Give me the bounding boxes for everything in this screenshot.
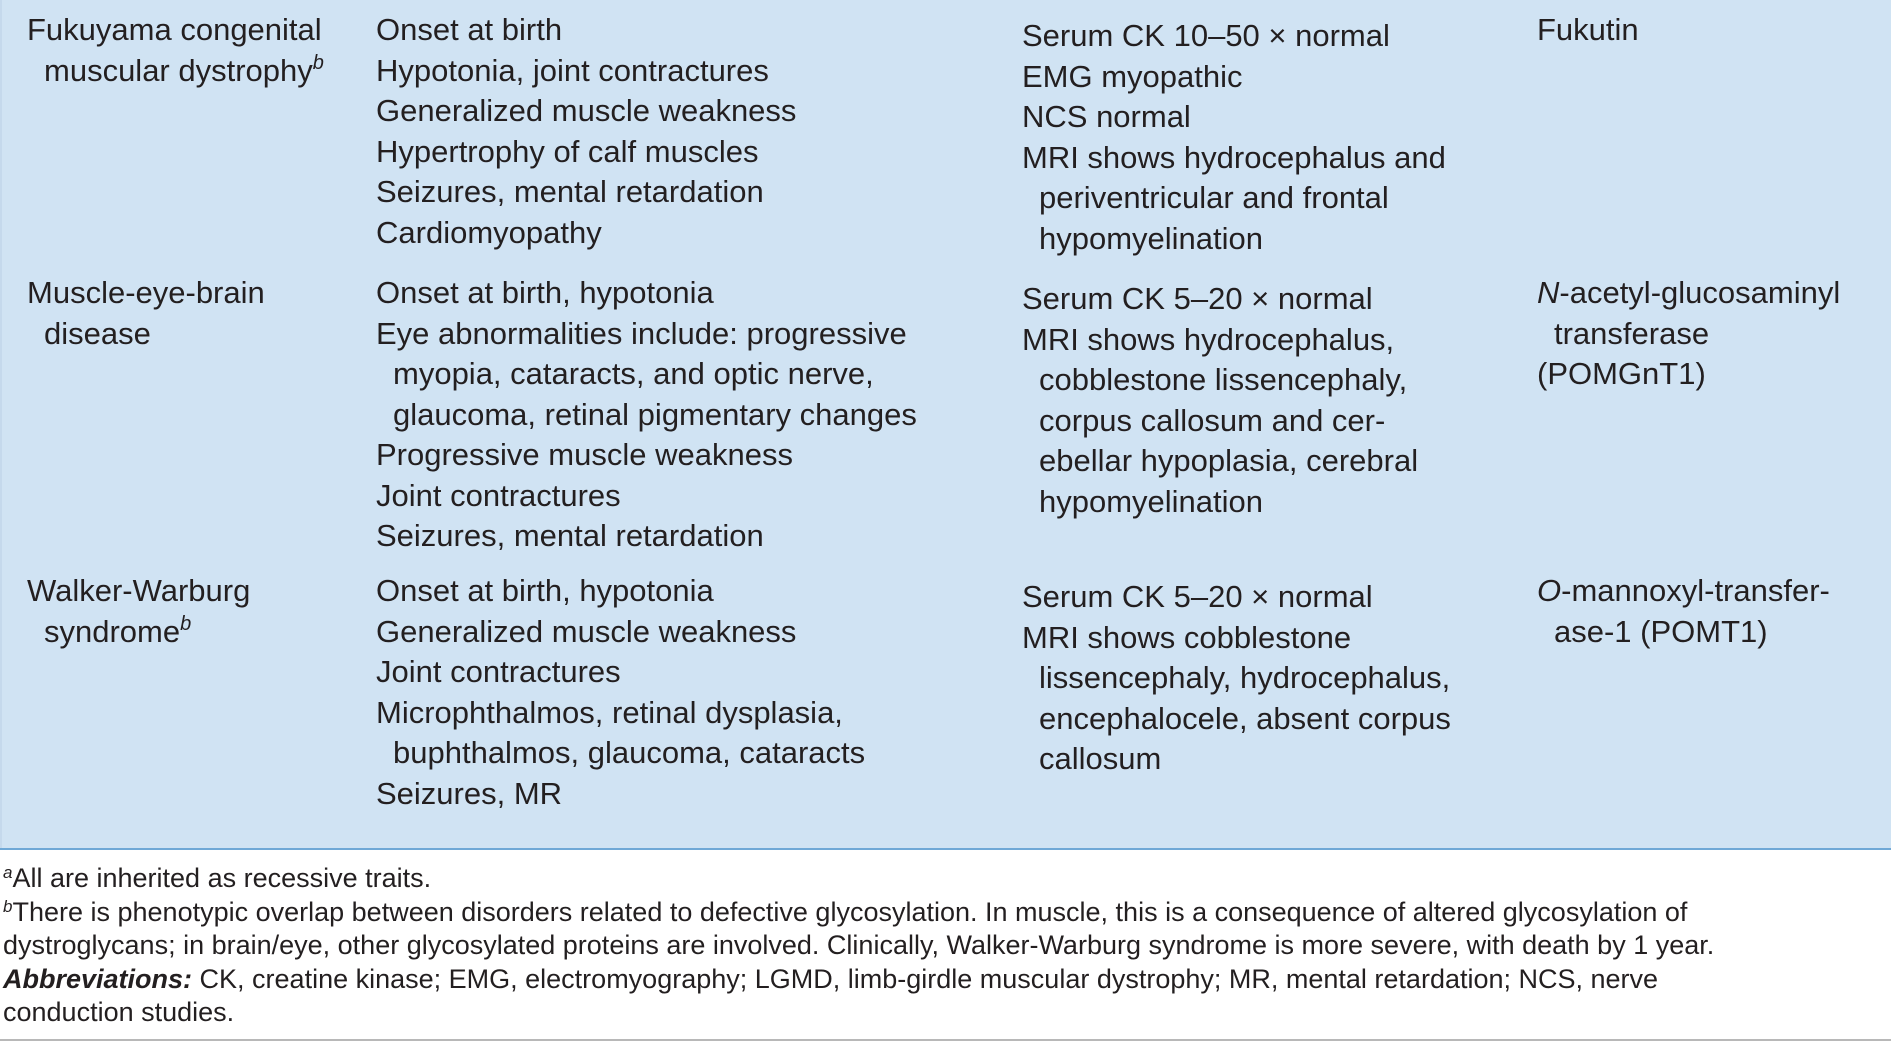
clinical-features-cell: [376, 273, 1016, 557]
abbreviations: Abbreviations: CK, creatine kinase; EMG, electromyography; LGMD, limb-girdle muscular dystrophy; MR, mental retardation; NCS, nerve: [3, 963, 1659, 994]
clinical-line: Microphthalmos, retinal dysplasia,: [376, 694, 843, 730]
gene-line: (POMGnT1): [1537, 356, 1706, 391]
lab-line: MRI shows hydrocephalus,: [1022, 321, 1395, 357]
clinical-line: Onset at birth, hypotonia: [376, 573, 714, 608]
clinical-line: Onset at birth, hypotonia: [376, 275, 714, 310]
clinical-line: myopia, cataracts, and optic nerve,: [393, 356, 874, 391]
lab-line: cobblestone lissencephaly,: [1039, 362, 1408, 397]
table-bottom-rule: [0, 848, 1891, 850]
clinical-line: Hypotonia, joint contractures: [376, 52, 769, 88]
clinical-features-cell: [376, 10, 1016, 253]
lab-line: Serum CK 10–50 × normal: [1022, 18, 1390, 53]
clinical-line: Cardiomyopathy: [376, 214, 602, 250]
lab-line: hypomyelination: [1039, 483, 1264, 519]
lab-line: EMG myopathic: [1022, 58, 1243, 94]
clinical-line: glaucoma, retinal pigmentary changes: [393, 396, 917, 432]
clinical-line: Eye abnormalities include: progressive: [376, 315, 907, 351]
gene-line: transferase: [1554, 315, 1710, 351]
footnote-marker: b: [180, 612, 192, 635]
footnote-b-continued: dystroglycans; in brain/eye, other glycosylated proteins are involved. Clinically, Walker-Warburg syndrome is more severe, with death by 1 year.: [3, 930, 1715, 960]
clinical-line: Progressive muscle weakness: [376, 437, 793, 472]
gene-line: Fukutin: [1537, 12, 1639, 47]
lab-line: callosum: [1039, 741, 1162, 776]
clinical-line: Hypertrophy of calf muscles: [376, 133, 759, 169]
gene-product-cell: [1537, 273, 1877, 395]
disorder-name-line: syndrome$^b$: [44, 612, 192, 649]
lab-line: periventricular and frontal: [1039, 180, 1389, 215]
clinical-line: Generalized muscle weakness: [376, 93, 797, 128]
lab-line: ebellar hypoplasia, cerebral: [1039, 443, 1419, 478]
clinical-features-cell: [376, 571, 1016, 814]
abbreviations-continued: conduction studies.: [3, 997, 235, 1027]
table-footnotes: [3, 862, 1887, 1030]
lab-line: lissencephaly, hydrocephalus,: [1039, 660, 1451, 695]
gene-line: O-mannoxyl-transfer-: [1537, 573, 1830, 608]
lab-line: encephalocele, absent corpus: [1039, 700, 1451, 736]
disorder-name-line: muscular dystrophy$^b$: [44, 51, 324, 88]
gene-line: ase-1 (POMT1): [1554, 613, 1768, 649]
footnote-b: $^b$There is phenotypic overlap between disorders related to defective glycosylation. In muscle, this is a consequence of altered glycosylation of: [3, 896, 1688, 927]
clinical-line: Seizures, mental retardation: [376, 518, 764, 553]
clinical-line: Joint contractures: [376, 477, 621, 513]
clinical-line: Onset at birth: [376, 12, 563, 47]
lab-line: MRI shows hydrocephalus and: [1022, 139, 1446, 175]
disorder-cell: [27, 571, 357, 652]
disorder-name-line: Fukuyama congenital: [27, 12, 322, 47]
disorder-name-line: Muscle-eye-brain: [27, 275, 265, 310]
lab-findings-cell: [1022, 279, 1512, 522]
lab-line: NCS normal: [1022, 99, 1191, 134]
lab-line: Serum CK 5–20 × normal: [1022, 579, 1373, 614]
page-bottom-rule: [0, 1039, 1891, 1041]
disorder-cell: [27, 10, 357, 91]
clinical-line: Joint contractures: [376, 654, 621, 689]
disorder-name-line: Walker-Warburg: [27, 573, 251, 608]
disorder-name-line: disease: [44, 315, 151, 351]
lab-line: MRI shows cobblestone: [1022, 619, 1352, 655]
lab-findings-cell: [1022, 16, 1512, 259]
lab-line: Serum CK 5–20 × normal: [1022, 281, 1373, 316]
gene-product-cell: [1537, 10, 1877, 51]
lab-findings-cell: [1022, 577, 1512, 780]
clinical-line: Generalized muscle weakness: [376, 613, 797, 649]
clinical-line: Seizures, mental retardation: [376, 174, 764, 209]
lab-line: hypomyelination: [1039, 220, 1264, 256]
footnote-a: $^a$All are inherited as recessive traits.: [3, 863, 432, 893]
footnote-marker: b: [312, 51, 324, 74]
clinical-line: buphthalmos, glaucoma, cataracts: [393, 735, 866, 770]
lab-line: corpus callosum and cer-: [1039, 402, 1386, 438]
disorder-cell: [27, 273, 357, 354]
gene-product-cell: [1537, 571, 1877, 652]
gene-line: N-acetyl-glucosaminyl: [1537, 275, 1841, 310]
clinical-line: Seizures, MR: [376, 775, 563, 811]
